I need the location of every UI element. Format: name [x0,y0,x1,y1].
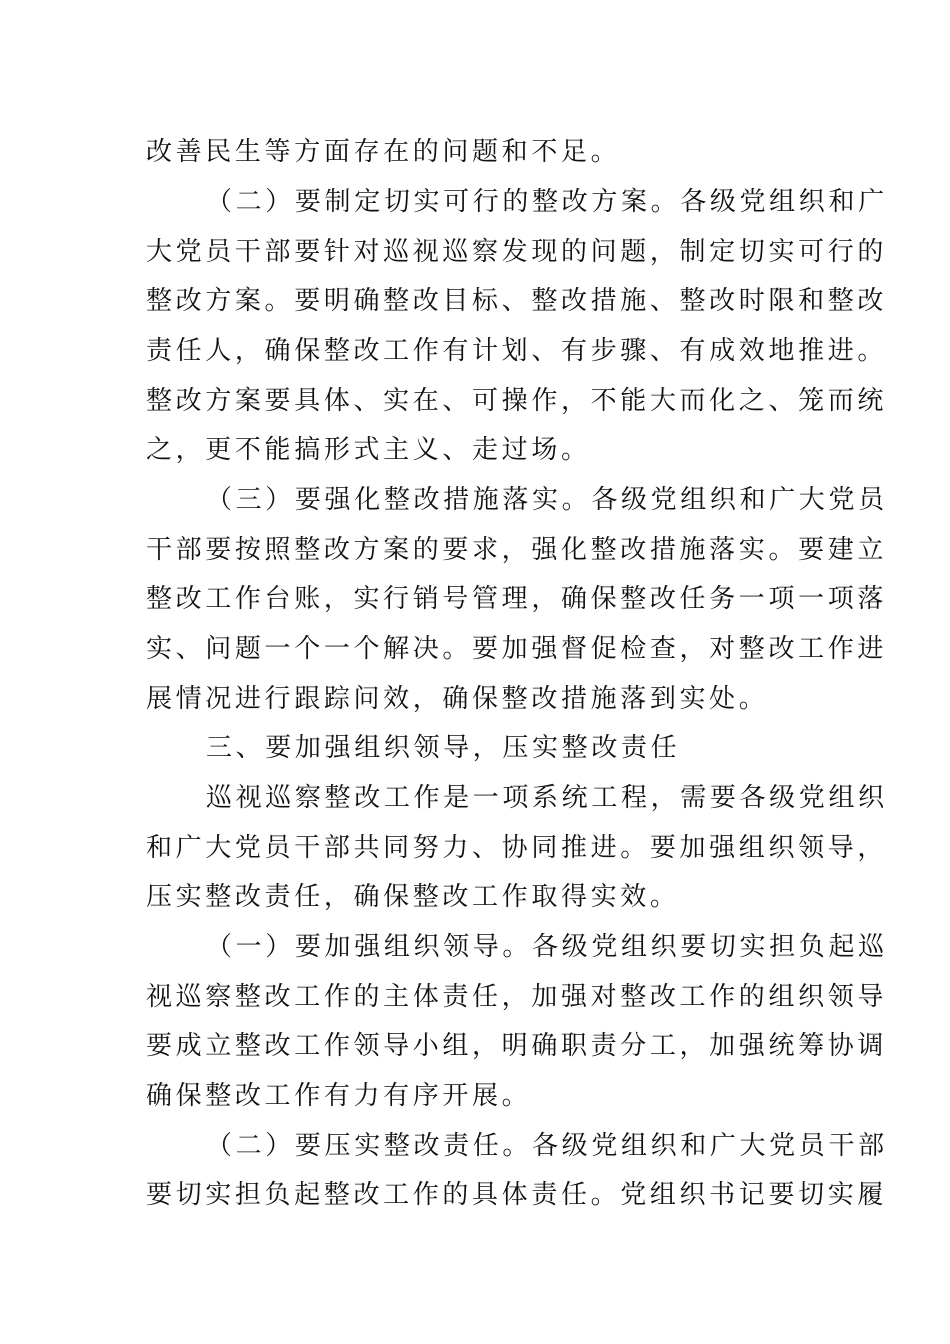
text-line: 要切实担负起整改工作的具体责任。党组织书记要切实履 [146,1180,888,1210]
text-line: 之，更不能搞形式主义、走过场。 [146,435,591,465]
text-line: 确保整改工作有力有序开展。 [146,1081,532,1111]
text-line: 巡视巡察整改工作是一项系统工程，需要各级党组织 [206,783,888,813]
text-line: （一）要加强组织领导。各级党组织要切实担负起巡 [206,932,888,962]
text-line: 要成立整改工作领导小组，明确职责分工，加强统筹协调 [146,1031,888,1061]
section-heading: 三、要加强组织领导，压实整改责任 [206,733,681,763]
text-line: （三）要强化整改措施落实。各级党组织和广大党员 [206,485,888,515]
text-line: 实、问题一个一个解决。要加强督促检查，对整改工作进 [146,634,888,664]
text-line: 责任人，确保整改工作有计划、有步骤、有成效地推进。 [146,336,888,366]
text-line: （二）要制定切实可行的整改方案。各级党组织和广 [206,187,888,217]
text-line: 和广大党员干部共同努力、协同推进。要加强组织领导， [146,833,888,863]
text-line: 压实整改责任，确保整改工作取得实效。 [146,882,680,912]
text-line: 大党员干部要针对巡视巡察发现的问题，制定切实可行的 [146,237,888,267]
text-line: 干部要按照整改方案的要求，强化整改措施落实。要建立 [146,535,888,565]
text-line: 整改方案要具体、实在、可操作，不能大而化之、笼而统 [146,386,888,416]
text-line: 展情况进行跟踪问效，确保整改措施落到实处。 [146,684,769,714]
text-line: 整改方案。要明确整改目标、整改措施、整改时限和整改 [146,286,888,316]
text-line: （二）要压实整改责任。各级党组织和广大党员干部 [206,1131,888,1161]
text-line: 视巡察整改工作的主体责任，加强对整改工作的组织领导 [146,982,888,1012]
text-line: 改善民生等方面存在的问题和不足。 [146,137,621,167]
text-line: 整改工作台账，实行销号管理，确保整改任务一项一项落 [146,584,888,614]
